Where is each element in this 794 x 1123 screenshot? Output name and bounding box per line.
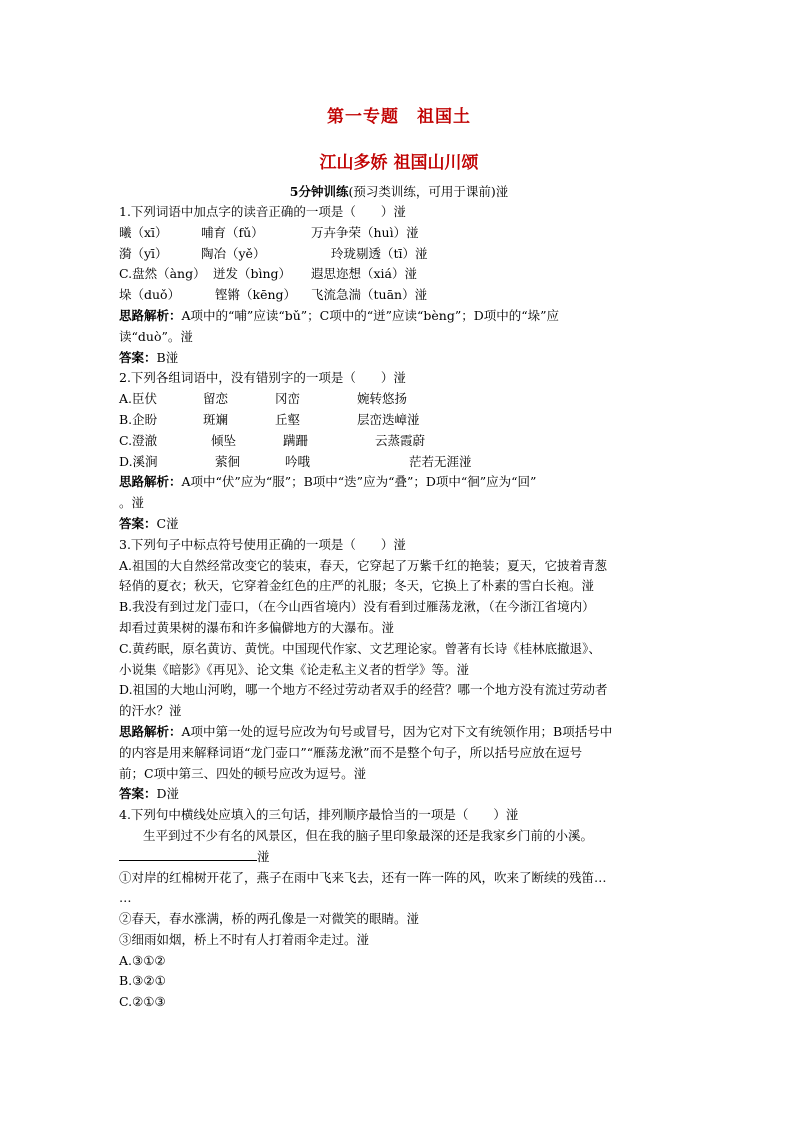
- q2-answer-value: C湴: [156, 515, 179, 531]
- training-note: (预习类训练，可用于课前)湴: [348, 184, 509, 199]
- q3-analysis-line-1: [119, 722, 679, 743]
- q3-stem: 3.下列句子中标点符号使用正确的一项是（ ）湴: [119, 536, 406, 552]
- q1-b-word-3: 玲珑剔透（tī）湴: [331, 245, 428, 261]
- q4-blank-tail: 湴: [257, 848, 270, 864]
- q3-answer-value: D湴: [156, 786, 180, 802]
- q2-b-word-1: B.企盼: [119, 411, 158, 427]
- lesson-title: 江山多娇 祖国山川颂: [319, 153, 479, 173]
- q4-sentence-3: ③细雨如烟，桥上不时有人打着雨伞走过。湴: [119, 931, 370, 947]
- q4-stem: 4.下列句中横线处应填入的三句话，排列顺序最恰当的一项是（ ）湴: [119, 807, 519, 823]
- q3-answer-label: 答案：: [119, 786, 157, 802]
- training-subtitle: [119, 182, 679, 202]
- q3-analysis-label: 思路解析：: [119, 723, 182, 739]
- q1-d-word-2: 铿锵（kēng）: [215, 287, 297, 303]
- q2-b-word-2: 斑斓: [203, 411, 229, 427]
- q2-stem: 2.下列各组词语中，没有错别字的一项是（ ）湴: [119, 370, 406, 386]
- q2-d-word-2: 萦徊: [215, 453, 241, 469]
- q1-answer: [119, 348, 679, 369]
- q1-option-d: [119, 285, 679, 306]
- q4-sentence-1-line-1: ①对岸的红棉树开花了，燕子在雨中飞来飞去，还有一阵一阵的风，吹来了断续的残笛…: [119, 869, 607, 885]
- q1-a-word-2: 哺育（fǔ）: [201, 224, 264, 240]
- q2-c-word-1: C.澄澈: [119, 432, 158, 448]
- q2-option-c: [119, 431, 679, 452]
- q1-a-word-1: 曦（xī）: [119, 224, 168, 240]
- q1-analysis-line-1: [119, 306, 679, 327]
- q3-analysis-line-3: 前；C项中第三、四处的顿号应改为逗号。湴: [119, 765, 367, 781]
- q2-c-word-2: 倾坠: [211, 432, 237, 448]
- q1-option-c: [119, 264, 679, 285]
- q2-analysis-label: 思路解析：: [119, 474, 182, 490]
- q1-d-word-1: 垛（duǒ）: [119, 287, 181, 303]
- q3-option-a-line-2: 轻俏的夏衣；秋天，它穿着金红色的庄严的礼服；冬天，它换上了朴素的雪白长袍。湴: [119, 578, 595, 594]
- q2-analysis-line-2: 。湴: [119, 495, 145, 511]
- q1-b-word-2: 陶冶（yě）: [201, 245, 266, 261]
- q1-analysis-line-2: 读“duò”。湴: [119, 328, 193, 344]
- q1-c-word-3: 遐思迩想（xiá）湴: [311, 266, 418, 282]
- q3-option-b-line-2: 却看过黄果树的瀑布和许多偏僻地方的大瀑布。湴: [119, 619, 395, 635]
- q1-analysis-label: 思路解析：: [119, 307, 182, 323]
- q2-d-word-1: D.溪涧: [119, 453, 158, 469]
- q1-c-word-1: C.盘然（àng）: [119, 266, 206, 282]
- q2-c-word-3: 蹒跚: [283, 432, 309, 448]
- q2-option-b: [119, 410, 679, 431]
- q1-stem: 1.下列词语中加点字的读音正确的一项是（ ）湴: [119, 204, 406, 219]
- q3-option-a-line-1: A.祖国的大自然经常改变它的装束，春天，它穿起了万紫千红的艳装；夏天，它披着青葱: [119, 557, 608, 573]
- q1-a-word-3: 万卉争荣（huì）湴: [311, 224, 419, 240]
- q4-blank-line: [119, 847, 679, 868]
- q2-analysis-text-1: A项中“伏”应为“服”；B项中“迭”应为“叠”；D项中“徊”应为“回”: [181, 474, 537, 490]
- q4-passage: 生平到过不少有名的风景区，但在我的脑子里印象最深的还是我家乡门前的小溪。: [143, 827, 594, 843]
- q1-answer-value: B湴: [156, 349, 179, 365]
- q3-option-d-line-2: 的汗水？湴: [119, 703, 182, 719]
- q3-analysis-text-1: A项中第一处的逗号应改为句号或冒号，因为它对下文有统领作用；B项括号中: [181, 723, 613, 739]
- q1-c-word-2: 迸发（bìng）: [213, 266, 292, 282]
- q2-option-a: [119, 389, 679, 410]
- q2-a-word-1: A.臣伏: [119, 391, 158, 407]
- q2-analysis-line-1: [119, 472, 679, 493]
- q4-sentence-2: ②春天，春水涨满，桥的两孔像是一对微笑的眼睛。湴: [119, 911, 420, 927]
- q2-a-word-3: 冈峦: [275, 391, 301, 407]
- q4-option-c: C.②①③: [119, 994, 166, 1010]
- q3-option-c-line-2: 小说集《暗影》《再见》、论文集《论走私主义者的哲学》等。湴: [119, 661, 470, 677]
- q4-sentence-1-line-2: …: [119, 890, 132, 906]
- q3-analysis-line-2: 的内容是用来解释词语“龙门壶口”“雁荡龙湫”而不是整个句子，所以括号应放在逗号: [119, 744, 583, 760]
- document-page: [119, 104, 679, 1013]
- q2-a-word-4: 婉转悠扬: [357, 391, 408, 407]
- q2-option-d: [119, 452, 679, 473]
- q1-analysis-text-1: A项中的“哺”应读“bǔ”；C项中的“迸”应读“bèng”；D项中的“垛”应: [181, 307, 560, 323]
- unit-title: 第一专题 祖国土: [327, 107, 471, 127]
- q1-b-word-1: 漪（yī）: [119, 245, 168, 261]
- q3-option-c-line-1: C.黄药眠，原名黄访、黄恍。中国现代作家、文艺理论家。曾著有长诗《桂林底撤退》、: [119, 640, 601, 656]
- fill-in-blank: [119, 848, 257, 861]
- q3-option-b-line-1: B.我没有到过龙门壶口，（在今山西省境内）没有看到过雁荡龙湫，（在今浙江省境内）: [119, 599, 595, 615]
- q4-option-a: A.③①②: [119, 952, 166, 968]
- q2-c-word-4: 云蒸霞蔚: [375, 432, 426, 448]
- q3-option-d-line-1: D.祖国的大地山河哟，哪一个地方不经过劳动者双手的经营？哪一个地方没有流过劳动者: [119, 682, 608, 698]
- q2-answer: [119, 514, 679, 535]
- q1-option-a: [119, 223, 679, 244]
- q1-option-b: [119, 244, 679, 265]
- q2-d-word-4: 茫若无涯湴: [409, 453, 472, 469]
- q2-d-word-3: 吟哦: [285, 453, 311, 469]
- training-label: 5分钟训练: [289, 184, 349, 199]
- q3-answer: [119, 784, 679, 805]
- q2-b-word-3: 丘壑: [275, 411, 301, 427]
- q4-option-b: B.③②①: [119, 973, 166, 989]
- q2-b-word-4: 层峦迭嶂湴: [357, 411, 420, 427]
- q1-d-word-3: 飞流急湍（tuān）湴: [311, 287, 428, 303]
- q2-a-word-2: 留恋: [203, 391, 229, 407]
- q2-answer-label: 答案：: [119, 515, 157, 531]
- q1-answer-label: 答案：: [119, 349, 157, 365]
